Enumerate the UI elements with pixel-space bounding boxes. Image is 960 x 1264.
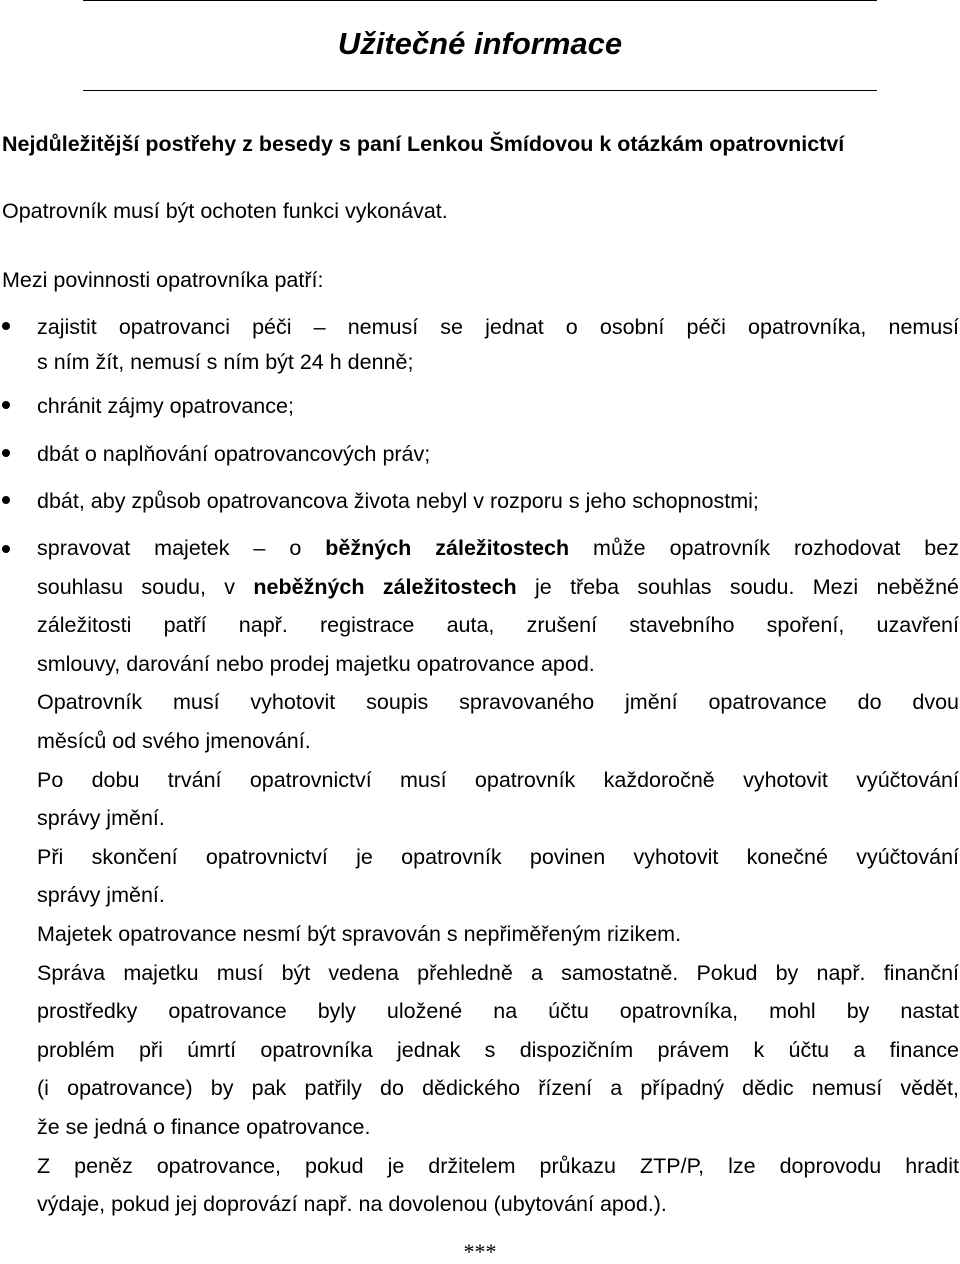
list-item-line: (i opatrovance) by pak patřily do dědického řízení a případný dědic nemusí vědět, [37,1076,959,1101]
list-item [37,482,959,521]
list-item-line: problém při úmrtí opatrovníka jednak s dispozičním právem k účtu a finance [37,1037,959,1062]
list-item-line: záležitosti patří např. registrace auta, zrušení stavebního spoření, uzavření [37,613,959,638]
bullet-icon [2,449,15,462]
bold-phrase: neběžných záležitostech [253,574,517,599]
bullet-icon [2,545,15,558]
list-item [37,529,959,1224]
section-separator: *** [463,1239,497,1264]
bullet-icon [2,322,15,335]
list-item-line: spravovat majetek – o běžných záležitostech může opatrovník rozhodovat bez [37,536,959,560]
bullet-icon [2,496,15,509]
list-item-line: dbát o naplňování opatrovancových práv; [37,442,431,466]
page-title: Užitečné informace [337,26,623,61]
list-item-line: souhlasu soudu, v neběžných záležitostech je třeba souhlas soudu. Mezi neběžné [37,574,959,599]
list-item-line: Majetek opatrovance nesmí být spravován s nepřiměřeným rizikem. [37,921,682,946]
list-item-line: s ním žít, nemusí s ním být 24 h denně; [37,349,414,374]
title-rule [83,90,877,91]
list-item-line: Správa majetku musí být vedena přehledně a samostatně. Pokud by např. finanční [37,960,959,985]
list-item [37,435,959,474]
intro-paragraph: Opatrovník musí být ochoten funkci vykonávat. [2,199,448,223]
subtitle: Nejdůležitější postřehy z besedy s paní Lenkou Šmídovou k otázkám opatrovnictví [2,132,845,156]
list-item-line: správy jmění. [37,806,165,831]
list-item-line: Opatrovník musí vyhotovit soupis spravovaného jmění opatrovance do dvou [37,690,959,715]
duties-heading: Mezi povinnosti opatrovníka patří: [2,268,324,292]
list-item-line: dbát, aby způsob opatrovancova života nebyl v rozporu s jeho schopnostmi; [37,489,759,513]
list-item-line: měsíců od svého jmenování. [37,728,311,753]
list-item-line: Z peněz opatrovance, pokud je držitelem průkazu ZTP/P, lze doprovodu hradit [37,1153,959,1178]
bullet-icon [2,401,15,414]
list-item-line: chránit zájmy opatrovance; [37,394,294,418]
list-item-line: že se jedná o finance opatrovance. [37,1114,371,1139]
list-item-line: Po dobu trvání opatrovnictví musí opatrovník každoročně vyhotovit vyúčtování [37,767,959,792]
list-item-line: prostředky opatrovance byly uložené na účtu opatrovníka, mohl by nastat [37,999,959,1024]
list-item-line: smlouvy, darování nebo prodej majetku opatrovance apod. [37,651,595,676]
top-rule [83,0,877,1]
bold-phrase: běžných záležitostech [325,536,570,560]
list-item-line: zajistit opatrovanci péči – nemusí se jednat o osobní péči opatrovníka, nemusí [37,315,959,339]
list-item-line: správy jmění. [37,883,165,908]
list-item-line: Při skončení opatrovnictví je opatrovník povinen vyhotovit konečné vyúčtování [37,844,959,869]
list-item-line: výdaje, pokud jej doprovází např. na dovolenou (ubytování apod.). [37,1192,667,1217]
list-item [37,308,959,381]
list-item [37,387,959,426]
